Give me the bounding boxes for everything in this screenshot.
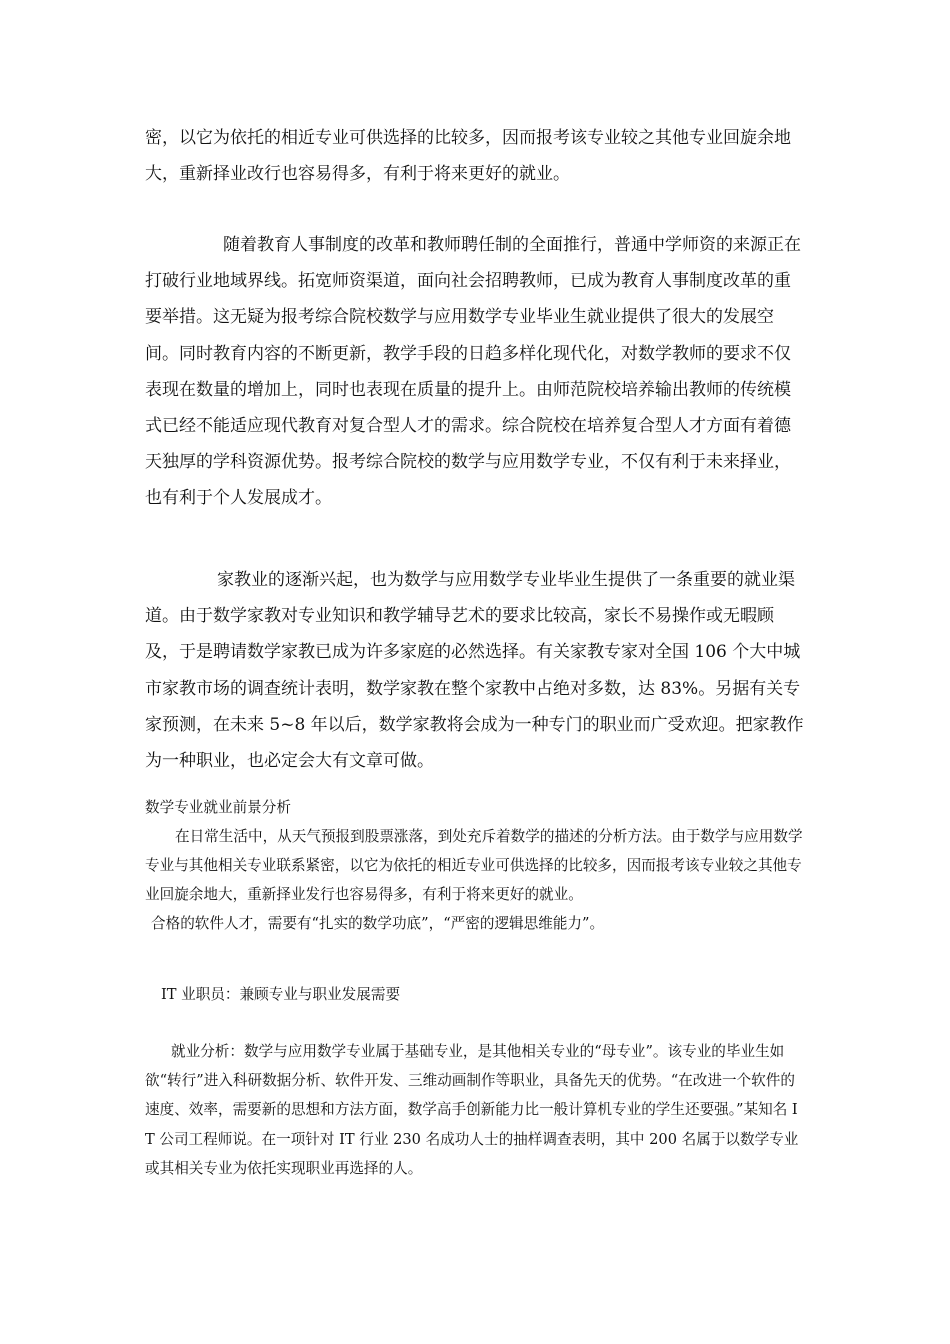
- paragraph-software-talent: 合格的软件人才，需要有“扎实的数学功底”，“严密的逻辑思维能力”。: [151, 915, 605, 932]
- it-section-heading: IT 业职员：兼顾专业与职业发展需要: [161, 986, 401, 1003]
- paragraph-daily-life: 在日常生活中，从天气预报到股票涨落，到处充斥着数学的描述的分析方法。由于数学与应用数学专业与其他相关专业联系紧密，以它为依托的相近专业可供选择的比较多，因而报考该专业较之其他专业回旋余地大，重新择业发行也容易得多，有利于将来更好的就业。: [145, 828, 803, 904]
- paragraph-teacher-reform: 随着教育人事制度的改革和教师聘任制的全面推行，普通中学师资的来源正在打破行业地域界线。拓宽师资渠道，面向社会招聘教师，已成为教育人事制度改革的重要举措。这无疑为报考综合院校数学与应用数学专业毕业生就业提供了很大的发展空间。同时教育内容的不断更新，教学手段的日趋多样化现代化，对数学教师的要求不仅表现在数量的增加上，同时也表现在质量的提升上。由师范院校培养输出教师的传统模式已经不能适应现代教育对复合型人才的需求。综合院校在培养复合型人才方面有着德天独厚的学科资源优势。报考综合院校的数学与应用数学专业，不仅有利于未来择业，也有利于个人发展成才。: [145, 235, 801, 509]
- paragraph-continuation: 密，以它为依托的相近专业可供选择的比较多，因而报考该专业较之其他专业回旋余地大，重新择业改行也容易得多，有利于将来更好的就业。: [145, 128, 791, 185]
- paragraph-tutoring: 家教业的逐渐兴起，也为数学与应用数学专业毕业生提供了一条重要的就业渠道。由于数学家教对专业知识和教学辅导艺术的要求比较高，家长不易操作或无暇顾及，于是聘请数学家教已成为许多家庭的必然选择。有关家教专家对全国 106 个大中城市家教市场的调查统计表明，数学家教在整个家教中占绝对多数，达 83%。另据有关专家预测，在未来 5~8 年以后，数学家教将会成为一种专门的职业而广受欢迎。把家教作为一种职业，也必定会大有文章可做。: [145, 570, 804, 772]
- section-title: 数学专业就业前景分析: [145, 799, 291, 816]
- paragraph-employment-analysis: 就业分析：数学与应用数学专业属于基础专业，是其他相关专业的“母专业”。该专业的毕业生如欲“转行”进入科研数据分析、软件开发、三维动画制作等职业，具备先天的优势。“在改进一个软件的速度、效率，需要新的思想和方法方面，数学高手创新能力比一般计算机专业的学生还要强。”某知名 IT 公司工程师说。在一项针对 IT 行业 230 名成功人士的抽样调查表明，其中 200 名属于以数学专业或其相关专业为依托实现职业再选择的人。: [145, 1043, 799, 1177]
